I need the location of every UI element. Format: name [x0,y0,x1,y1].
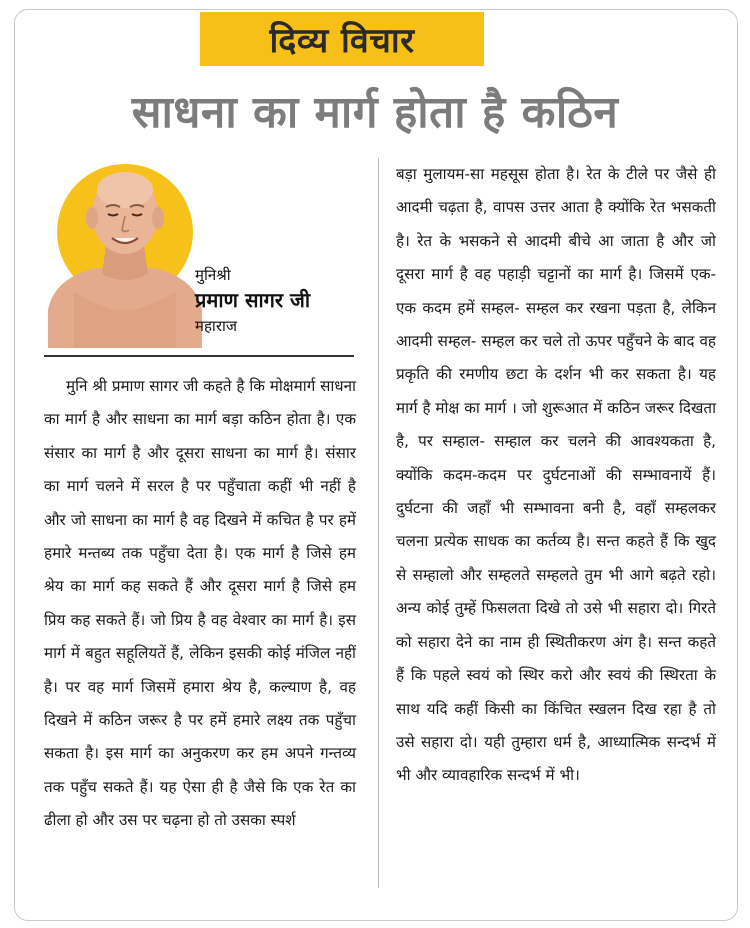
article-headline: साधना का मार्ग होता है कठिन [131,87,619,138]
author-suffix: महाराज [195,317,237,335]
author-byline [195,265,310,337]
article-body-right-column: बड़ा मुलायम-सा महसूस होता है। रेत के टीले पर जैसे ही आदमी चढ़ता है, वापस उत्तर आता है क्योंकि रेत भसकती है। रेत के भसकने से आदमी बीचे आ जाता है और जो दूसरा मार्ग है वह पहाड़ी चट्टानों का मार्ग है। जिसमें एक-एक कदम हमें सम्हल- सम्हल कर रखना पड़ता है, लेकिन आदमी सम्हल- सम्हल कर चले तो ऊपर पहुँचने के बाद वह प्रकृति की रमणीय छटा के दर्शन भी कर सकता है। यह मार्ग है मोक्ष का मार्ग । जो शुरूआत में कठिन जरूर दिखता है, पर सम्हाल- सम्हाल कर चलने की आवश्यकता है, क्योंकि कदम-कदम पर दुर्घटनाओं की सम्भावनायें हैं। दुर्घटना की जहाँ भी सम्भावना बनी है, वहाँ सम्हलकर चलना प्रत्येक साधक का कर्तव्य है। सन्त कहते हैं कि खुद से सम्हालो और सम्हलते सम्हलते तुम भी आगे बढ़ते रहो। अन्य कोई तुम्हें फिसलता दिखे तो उसे भी सहारा दो। गिरते को सहारा देने का नाम ही स्थितीकरण अंग है। सन्त कहते हैं कि पहले स्वयं को स्थिर करो और स्वयं की स्थिरता के साथ यदि कहीं किसी का किंचित स्खलन दिख रहा है तो उसे सहारा दो। यही तुम्हारा धर्म है, आध्यात्मिक सन्दर्भ में भी और व्यावहारिक सन्दर्भ में भी। [396,165,716,785]
article-body-left-column: मुनि श्री प्रमाण सागर जी कहते है कि मोक्षमार्ग साधना का मार्ग है और साधना का मार्ग बड़ा कठिन होता है। एक संसार का मार्ग है और दूसरा साधना का मार्ग है। संसार का मार्ग चलने में सरल है पर पहुँचाता कहीं भी नहीं है और जो साधना का मार्ग है वह दिखने में कचित है पर हमें हमारे मन्तब्य तक पहुँचा देता है। एक मार्ग है जिसे हम श्रेय का मार्ग कह सकते हैं और दूसरा मार्ग है जिसे हम प्रिय कह सकते हैं। जो प्रिय है वह वेश्वार का मार्ग है। इस मार्ग में बहुत सहूलियतें हैं, लेकिन इसकी कोई मंजिल नहीं है। पर वह मार्ग जिसमें हमारा श्रेय है, कल्याण है, वह दिखने में कठिन जरूर है पर हमें हमारे लक्ष्य तक पहुँचा सकता है। इस मार्ग का अनुकरण कर हम अपने गन्तव्य तक पहुँच सकते हैं। यह ऐसा ही है जैसे कि एक रेत का ढीला हो और उस पर चढ़ना हो तो उसका स्पर्श [44,377,356,830]
author-portrait [44,160,206,348]
author-prefix: मुनिश्री [195,266,231,284]
byline-divider [44,355,354,357]
section-tag: दिव्य विचार [200,12,484,66]
column-divider [378,158,379,888]
author-name: प्रमाण सागर जी [195,288,311,312]
